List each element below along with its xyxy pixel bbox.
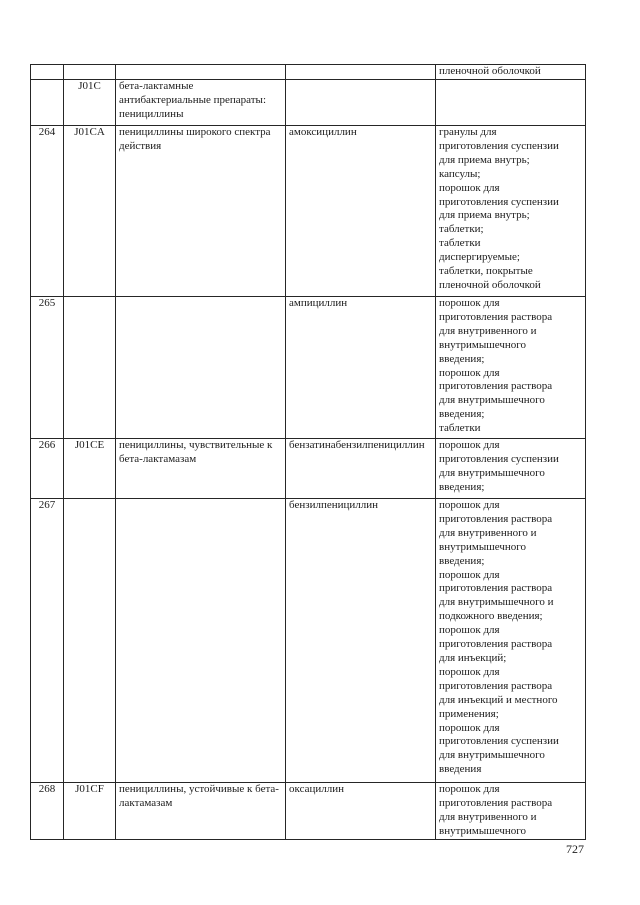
dosage-form-line: приготовления раствора <box>439 582 553 595</box>
group-name-cell: пенициллины, устойчивые к бета-лактамазам <box>116 783 286 840</box>
dosage-forms-cell <box>436 297 586 439</box>
dosage-form-line: приготовления суспензии <box>439 195 559 208</box>
drug-name-cell: оксациллин <box>286 783 436 840</box>
drug-name-cell <box>286 65 436 80</box>
dosage-forms-cell <box>436 65 586 80</box>
dosage-form-line: капсулы; <box>439 167 481 180</box>
dosage-form-line: для инъекций; <box>439 651 507 664</box>
dosage-form-line: для внутримышечного <box>439 394 545 407</box>
dosage-forms-cell <box>436 439 586 499</box>
dosage-form-line: порошок для <box>439 665 500 678</box>
dosage-form-line: приготовления раствора <box>439 638 553 651</box>
dosage-form-line: введения; <box>439 480 485 493</box>
dosage-forms-cell <box>436 499 586 783</box>
dosage-form-line: таблетки; <box>439 223 484 236</box>
dosage-form-line: диспергируемые; <box>439 251 520 264</box>
dosage-form-line: приготовления раствора <box>439 679 553 692</box>
row-number-cell: 266 <box>31 439 64 499</box>
table-row <box>31 126 586 297</box>
dosage-forms-cell <box>436 80 586 126</box>
dosage-form-line: порошок для <box>439 783 500 795</box>
dosage-form-line: приготовления раствора <box>439 380 553 393</box>
drug-name-cell <box>286 80 436 126</box>
dosage-form-line: для внутривенного и <box>439 526 537 539</box>
atc-code-cell: J01CF <box>64 783 116 840</box>
atc-code-cell <box>64 499 116 783</box>
atc-code-cell <box>64 65 116 80</box>
dosage-form-line: гранулы для <box>439 126 497 138</box>
dosage-form-line: приготовления раствора <box>439 310 553 323</box>
dosage-form-line: порошок для <box>439 721 500 734</box>
row-number-cell: 268 <box>31 783 64 840</box>
dosage-form-line: таблетки <box>439 237 481 250</box>
dosage-form-line: приготовления суспензии <box>439 139 559 152</box>
dosage-form-line: для внутримышечного и <box>439 596 554 609</box>
drug-name-cell: амоксициллин <box>286 126 436 297</box>
atc-code-cell: J01CA <box>64 126 116 297</box>
dosage-form-line: порошок для <box>439 624 500 637</box>
dosage-form-line: подкожного введения; <box>439 610 543 623</box>
dosage-form-line: для приема внутрь; <box>439 209 530 222</box>
dosage-form-line: для внутримышечного <box>439 749 545 762</box>
drug-name-cell: бензилпенициллин <box>286 499 436 783</box>
table-row <box>31 65 586 80</box>
dosage-form-line: приготовления суспензии <box>439 735 559 748</box>
dosage-form-line: порошок для <box>439 439 500 451</box>
dosage-forms-cell <box>436 126 586 297</box>
table-row <box>31 80 586 126</box>
row-number-cell: 264 <box>31 126 64 297</box>
dosage-form-line: внутримышечного <box>439 824 526 837</box>
dosage-form-line: введения <box>439 763 482 776</box>
dosage-form-line: применения; <box>439 707 499 720</box>
dosage-form-line: приготовления раствора <box>439 796 553 809</box>
dosage-forms-cell <box>436 783 586 840</box>
row-number-cell <box>31 80 64 126</box>
dosage-form-line: пленочной оболочкой <box>439 278 541 291</box>
page-number: 727 <box>566 842 584 856</box>
dosage-form-line: порошок для <box>439 366 500 379</box>
atc-code-cell <box>64 297 116 439</box>
dosage-form-line: таблетки, покрытые <box>439 265 533 278</box>
dosage-form-line: порошок для <box>439 499 500 511</box>
group-name-cell <box>116 297 286 439</box>
dosage-form-line: приготовления суспензии <box>439 452 559 465</box>
dosage-form-line: для приема внутрь; <box>439 153 530 166</box>
row-number-cell <box>31 65 64 80</box>
table-row <box>31 499 586 783</box>
dosage-form-line: внутримышечного <box>439 338 526 351</box>
dosage-form-line: введения; <box>439 352 485 365</box>
dosage-form-line: внутримышечного <box>439 540 526 553</box>
dosage-form-line: пленочной оболочкой <box>439 65 541 77</box>
dosage-form-line: для инъекций и местного <box>439 693 558 706</box>
row-number-cell: 267 <box>31 499 64 783</box>
dosage-form-line: введения; <box>439 408 485 421</box>
drug-name-cell: бензатинабензилпенициллин <box>286 439 436 499</box>
table-body <box>31 65 586 840</box>
dosage-form-line: порошок для <box>439 297 500 309</box>
dosage-form-line: введения; <box>439 554 485 567</box>
dosage-form-line: для внутримышечного <box>439 466 545 479</box>
atc-code-cell: J01CE <box>64 439 116 499</box>
group-name-cell: пенициллины широкого спектра действия <box>116 126 286 297</box>
table-row <box>31 783 586 840</box>
drug-name-cell: ампициллин <box>286 297 436 439</box>
drug-table <box>30 64 586 840</box>
dosage-form-line: порошок для <box>439 568 500 581</box>
group-name-cell <box>116 65 286 80</box>
table-row <box>31 297 586 439</box>
dosage-form-line: для внутривенного и <box>439 324 537 337</box>
dosage-form-line: порошок для <box>439 181 500 194</box>
atc-code-cell: J01C <box>64 80 116 126</box>
dosage-form-line: для внутривенного и <box>439 810 537 823</box>
group-name-cell <box>116 499 286 783</box>
dosage-form-line: приготовления раствора <box>439 512 553 525</box>
group-name-cell: пенициллины, чувствительные к бета-лактамазам <box>116 439 286 499</box>
group-name-cell: бета-лактамные антибактериальные препараты: пенициллины <box>116 80 286 126</box>
table-row <box>31 439 586 499</box>
dosage-form-line: таблетки <box>439 422 481 435</box>
row-number-cell: 265 <box>31 297 64 439</box>
